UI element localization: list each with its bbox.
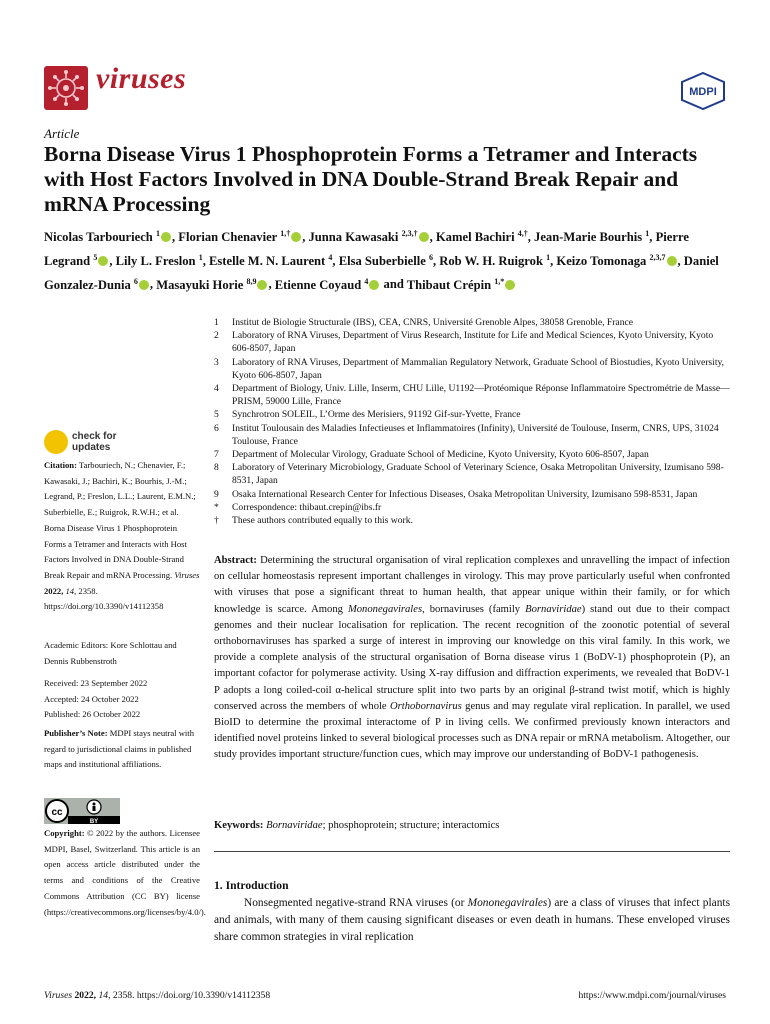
affiliation-text: Laboratory of RNA Viruses, Department of Virus Research, Institute for Life and Medical Sciences, Kyoto University, Kyoto 606-8507, Japan [232,330,714,355]
affiliation-item [214,448,730,461]
orcid-icon[interactable] [291,232,301,242]
author-name: Thibaut Crépin [406,277,492,292]
author-name: Daniel Gonzalez-Dunia [44,253,719,292]
citation-year: 2022, [44,585,64,596]
keywords [214,820,730,831]
author-name: Estelle M. N. Laurent [208,253,326,268]
affiliation-number: 6 [214,422,219,434]
author[interactable] [534,230,649,244]
editors-label: Academic Editors: [44,640,109,650]
note-label: Publisher’s Note: [44,728,108,738]
author-name: Rob W. H. Ruigrok [439,253,543,268]
orcid-icon[interactable] [505,280,515,290]
viruses-logo-icon [44,66,88,110]
footer-volume: 14, [98,990,111,1001]
article-type: Article [44,126,80,141]
introduction-paragraph [214,895,730,946]
affiliation-item [214,461,730,487]
affiliation-number: 1 [214,317,219,328]
check-updates-line2: updates [72,442,111,453]
affiliation-number: † [214,515,219,527]
affiliation-item [214,514,730,527]
published-date: Published: 26 October 2022 [44,709,141,720]
author[interactable] [156,278,268,292]
author[interactable] [439,254,550,268]
author-name: Pierre Legrand [44,230,689,268]
keywords-label: Keywords: [214,820,264,831]
author-affiliation-sup: 1 [645,229,650,238]
orcid-icon[interactable] [369,280,379,290]
affiliation-number: 2 [214,330,219,342]
author-affiliation-sup: 6 [428,252,433,262]
affiliation-text: Synchrotron SOLEIL, L’Orme des Merisiers, 91192 Gif-sur-Yvette, France [232,409,521,421]
author-affiliation-sup: 4 [364,276,369,286]
abstract-italic-1: Mononegavirales [347,603,423,615]
author-name: Kamel Bachiri [435,230,515,245]
author-name: Jean-Marie Bourhis [534,230,643,245]
cc-by-label: BY [89,819,99,824]
copyright-text: © 2022 by the authors. Licensee MDPI, Basel, Switzerland. This article is an open access article distributed under the terms and conditions of the Creative Commons Attribution (CC BY) license (https://creativecommons.org/licenses/by/4.0/). [44,828,206,917]
affiliation-text: Institut de Biologie Structurale (IBS), CEA, CNRS, Université Grenoble Alpes, 38058 Grenoble, France [232,317,634,328]
orcid-icon[interactable] [667,256,677,266]
affiliation-item [214,422,730,448]
citation-volume: 14, [65,585,77,596]
affiliation-item [214,501,730,514]
affiliation-text: Laboratory of RNA Viruses, Department of Mammalian Regulatory Network, Graduate School of Biostudies, Kyoto University, Kyoto 606-8507, Japan [232,356,725,381]
footer-journal: Viruses [44,990,73,1001]
author-name: Florian Chenavier [178,230,278,245]
journal-name: viruses [96,62,187,95]
abstract-text-2: , bornaviruses (family [422,603,526,615]
author[interactable] [275,278,381,292]
author[interactable] [308,230,429,244]
affiliation-number: 4 [214,383,219,395]
affiliation-text: Laboratory of Veterinary Microbiology, Graduate School of Veterinary Science, Osaka Metropolitan University, Izumisano 598-8531, Japan [232,462,724,487]
author-affiliation-sup: 4 [328,252,333,262]
footer-year: 2022, [74,990,97,1001]
intro-text-1: Nonsegmented negative-strand RNA viruses (or [244,897,468,909]
affiliation-text: Correspondence: thibaut.crepin@ibs.fr [232,501,382,513]
affiliation-text: These authors contributed equally to this work. [232,515,413,527]
author-affiliation-sup: 1,* [494,276,505,286]
abstract-text-3: ) stand out due to their compact genomes and their nuclear localisation for replication. The recent recognition of the zoonotic potential of several orthobornaviruses has sparked a surge of interest in improving our knowledge on this viral family. In this work, we provide a complete analysis of the structural organisation of Borna disease virus 1 (BoDV-1) phosphoprotein (P), an important cofactor for polymerase activity. Using X-ray diffusion and diffraction experiments, we revealed that BoDV-1 P adopts a long coiled-coil α-helical structure split into two parts by an original β-strand twist motif, which is highly conserved across the members of whole [214,603,730,712]
intro-text-2: ) are a class of viruses that infect plants and animals, with many of them causing significant diseases or even death in humans. These enveloped viruses share common strategies in viral replication [214,897,730,943]
abstract-italic-3: Orthobornavirus [390,700,462,712]
keywords-rest: ; phosphoprotein; structure; interactomics [322,820,500,831]
affiliation-number: 5 [214,409,219,421]
author-affiliation-sup: 1,† [280,229,291,238]
author-name: Nicolas Tarbouriech [44,230,153,245]
mdpi-logo-text: MDPI [689,86,717,98]
check-updates-line1: check for [72,431,117,442]
cc-by-license-icon[interactable] [44,798,120,824]
author-name: Keizo Tomonaga [556,253,647,268]
affiliation-text: Institut Toulousain des Maladies Infectieuses et Inflammatoires (Infinity), Université de Toulouse, Inserm, CNRS, UPS, 31024 Toulouse, France [232,422,719,447]
author[interactable] [44,230,172,244]
affiliation-number: * [214,501,219,513]
orcid-icon[interactable] [257,280,267,290]
intro-italic-1: Mononegavirales [467,897,548,909]
author-name: Elsa Suberbielle [338,253,426,268]
academic-editors [44,638,200,669]
copyright-block [44,826,206,920]
affiliation-text: Department of Molecular Virology, Graduate School of Medicine, Kyoto University, Kyoto 606-8507, Japan [232,449,649,461]
affiliation-number: 8 [214,462,219,474]
publishers-note [44,726,200,773]
cc-label: cc [51,807,63,818]
citation-label: Citation: [44,460,77,470]
affiliation-number: 9 [214,488,219,500]
affiliation-item [214,316,730,329]
footer-journal-url[interactable]: https://www.mdpi.com/journal/viruses [578,990,726,1001]
author-name: Masayuki Horie [156,277,244,292]
author-list: Nicolas Tarbouriech $^1$ , Florian Chenavier $^{1,\dagger}$ , Junna Kawasaki $^{2,3,\dagger}$ , Kamel Bachiri $^{4,\dagger}$, Jean-Marie Bourhis $^1$, Pierre Legrand $^5$ , Lily L. Freslon $^1$, Estelle M. N. Laurent $^4$, Elsa Suberbielle $^6$, Rob W. H. Ruigrok $^1$, Keizo Tomonaga $^{2,3,7}$ , Daniel Gonzalez-Dunia $^6$ , Masayuki Horie $^{8,9}$ , Etienne Coyaud $^4$ and Thibaut Crépin $^{1,*}$ [44,229,719,292]
author[interactable] [556,254,677,268]
footer-citation [44,990,270,1001]
affiliation-number: 3 [214,356,219,368]
author-affiliation-sup: 1 [198,252,203,262]
author[interactable] [339,254,433,268]
author[interactable] [209,254,332,268]
author-affiliation-sup: 4,† [517,229,528,238]
check-for-updates-button[interactable] [44,430,124,456]
affiliation-item [214,488,730,501]
affiliations [214,316,730,527]
affiliation-number: 7 [214,449,219,461]
editors-names: Kore Schlottau and Dennis Rubbenstroth [44,640,177,666]
received-date: Received: 23 September 2022 [44,678,148,688]
orcid-icon[interactable] [161,232,171,242]
citation-text: Tarbouriech, N.; Chenavier, F.; Kawasaki, J.; Bachiri, K.; Bourhis, J.-M.; Legrand, P.; Freslon, L.L.; Laurent, E.M.N.; Suberbielle, E.; Ruigrok, R.W.H.; et al. Borna Disease Virus 1 Phosphoprotein Forms a Tetramer and Interacts with Host Factors Involved in DNA Double-Strand Break Repair and mRNA Processing. [44,460,196,580]
mdpi-logo-icon [680,72,726,110]
affiliation-item [214,356,730,382]
orcid-icon[interactable] [419,232,429,242]
copyright-label: Copyright: [44,828,85,838]
paper-title: Borna Disease Virus 1 Phosphoprotein Forms a Tetramer and Interacts with Host Factors Involved in DNA Double-Strand Break Repair and mRNA Processing [44,142,698,216]
abstract-text-4: genus and may regulate viral replication. In parallel, we used BioID to determine the proximal interactome of P in living cells. We confirmed previously known interactors and identified novel proteins linked to several biological processes such as DNA repair or mRNA metabolism. Altogether, our study provides important structure/function cues, which may improve our understanding of BoDV-1 pathogenesis. [214,700,731,761]
abstract-italic-2: Bornaviridae [525,603,582,615]
author-affiliation-sup: 8,9 [246,276,257,286]
check-updates-icon [44,430,68,454]
author-affiliation-sup: 2,3,† [401,229,418,238]
publication-dates [44,676,200,723]
orcid-icon[interactable] [98,256,108,266]
note-text: MDPI stays neutral with regard to jurisdictional claims in published maps and institutional affiliations. [44,728,194,770]
abstract-label: Abstract: [214,555,257,566]
author-name: Junna Kawasaki [308,230,399,245]
abstract [214,553,730,764]
author[interactable] [178,230,302,244]
author-affiliation-sup: 1 [155,229,160,238]
section-divider [214,851,730,852]
abstract-text-1: Determining the structural organisation of viral replication complexes and unravelling the impact of infection on cellular homeostasis represent important challenges in virology. This may prove particularly useful when confronted with viruses that pose a significant threat to human health, that appear unique within their family, or for which knowledge is scarce. Among [214,555,730,615]
affiliation-text: Osaka International Research Center for Infectious Diseases, Osaka Metropolitan University, Izumisano 598-8531, Japan [232,488,698,500]
affiliation-item [214,382,730,408]
author[interactable] [436,230,528,244]
author-affiliation-sup: 2,3,7 [649,252,666,262]
keywords-italic: Bornaviridae [266,820,323,831]
author[interactable] [407,278,517,292]
citation-journal: Viruses [174,569,200,580]
author-name: Lily L. Freslon [115,253,196,268]
citation-doi-link[interactable]: 2358. https://doi.org/10.3390/v14112358 [44,585,164,612]
affiliation-text: Department of Biology, Univ. Lille, Inserm, CHU Lille, U1192—Protéomique Réponse Inflammatoire Spectrométrie de Masse—PRISM, 59000 Lille, France [232,383,730,408]
affiliation-item [214,408,730,421]
footer-doi-link[interactable]: 2358. https://doi.org/10.3390/v14112358 [112,990,271,1001]
author-name: Etienne Coyaud [274,277,362,292]
author[interactable] [116,254,203,268]
author-affiliation-sup: 1 [546,252,551,262]
orcid-icon[interactable] [139,280,149,290]
citation-block [44,458,200,615]
author-affiliation-sup: 5 [93,252,98,262]
section-heading-introduction: 1. Introduction [214,879,289,892]
affiliation-item [214,329,730,355]
accepted-date: Accepted: 24 October 2022 [44,693,139,704]
author-affiliation-sup: 6 [133,276,138,286]
